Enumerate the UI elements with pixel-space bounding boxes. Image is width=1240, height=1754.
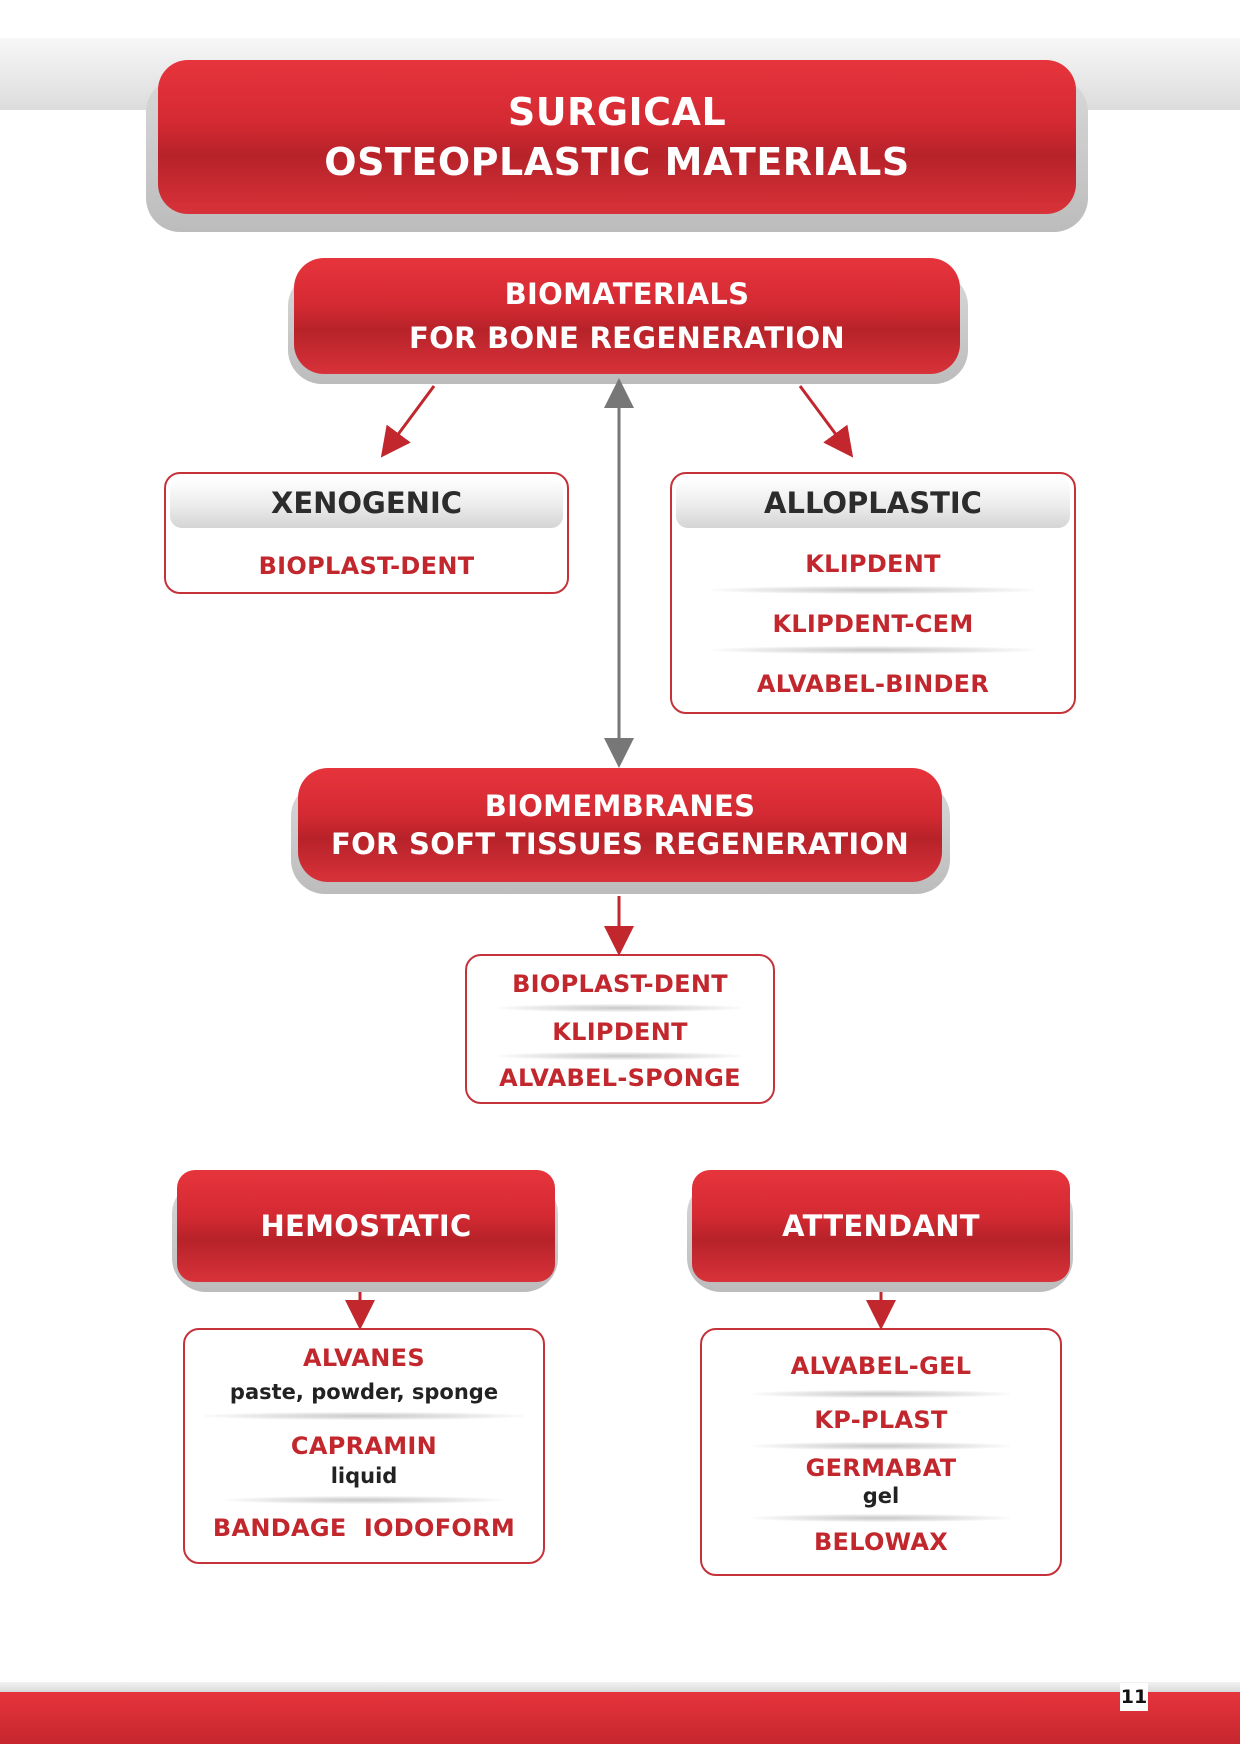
arrow-to-xenogenic xyxy=(388,386,434,448)
hemostatic-item: CAPRAMIN xyxy=(290,1432,438,1460)
hemostatic-note: paste, powder, sponge xyxy=(229,1380,499,1404)
biomaterials-line2: FOR BONE REGENERATION xyxy=(409,321,845,355)
separator xyxy=(497,1004,743,1012)
bottom-band-red xyxy=(0,1692,1240,1744)
separator xyxy=(712,646,1034,654)
alloplastic-header: ALLOPLASTIC xyxy=(676,478,1070,528)
xenogenic-box xyxy=(164,472,569,594)
alloplastic-item: ALVABEL-BINDER xyxy=(756,670,990,698)
biomaterials-title xyxy=(294,258,960,374)
main-title-line2: OSTEOPLASTIC MATERIALS xyxy=(324,140,910,184)
biomembranes-item: ALVABEL-SPONGE xyxy=(499,1064,741,1092)
separator xyxy=(497,1052,743,1060)
separator xyxy=(225,1496,503,1504)
hemostatic-item: BANDAGE IODOFORM xyxy=(212,1514,516,1542)
hemostatic-box xyxy=(183,1328,545,1564)
hemostatic-note: liquid xyxy=(330,1464,398,1488)
biomaterials-line1: BIOMATERIALS xyxy=(504,277,750,311)
separator xyxy=(203,1412,525,1420)
attendant-item: ALVABEL-GEL xyxy=(790,1352,972,1380)
biomembranes-item: KLIPDENT xyxy=(552,1018,688,1046)
main-title-line1: SURGICAL xyxy=(507,90,727,134)
page-number: 11 xyxy=(1120,1683,1148,1711)
attendant-note: gel xyxy=(862,1484,900,1508)
separator xyxy=(752,1514,1010,1522)
alloplastic-box xyxy=(670,472,1076,714)
biomembranes-item: BIOPLAST-DENT xyxy=(512,970,728,998)
alloplastic-item: KLIPDENT-CEM xyxy=(772,610,974,638)
hemostatic-label: HEMOSTATIC xyxy=(260,1209,472,1243)
attendant-item: KP-PLAST xyxy=(814,1406,948,1434)
attendant-label: ATTENDANT xyxy=(782,1209,980,1243)
attendant-box xyxy=(700,1328,1062,1576)
bottom-band-light xyxy=(0,1682,1240,1692)
alloplastic-item: KLIPDENT xyxy=(805,550,941,578)
biomembranes-line2: FOR SOFT TISSUES REGENERATION xyxy=(330,827,910,861)
arrow-to-alloplastic xyxy=(800,386,846,448)
hemostatic-title xyxy=(177,1170,555,1282)
hemostatic-item: ALVANES xyxy=(303,1344,425,1372)
biomembranes-title xyxy=(298,768,942,882)
separator xyxy=(752,1442,1010,1450)
separator xyxy=(752,1390,1010,1398)
attendant-title xyxy=(692,1170,1070,1282)
biomembranes-box xyxy=(465,954,775,1104)
xenogenic-item: BIOPLAST-DENT xyxy=(258,552,475,580)
separator xyxy=(712,586,1034,594)
attendant-item: GERMABAT xyxy=(805,1454,957,1482)
biomembranes-line1: BIOMEMBRANES xyxy=(484,789,756,823)
xenogenic-header: XENOGENIC xyxy=(170,478,563,528)
main-title xyxy=(158,60,1076,214)
attendant-item: BELOWAX xyxy=(813,1528,949,1556)
